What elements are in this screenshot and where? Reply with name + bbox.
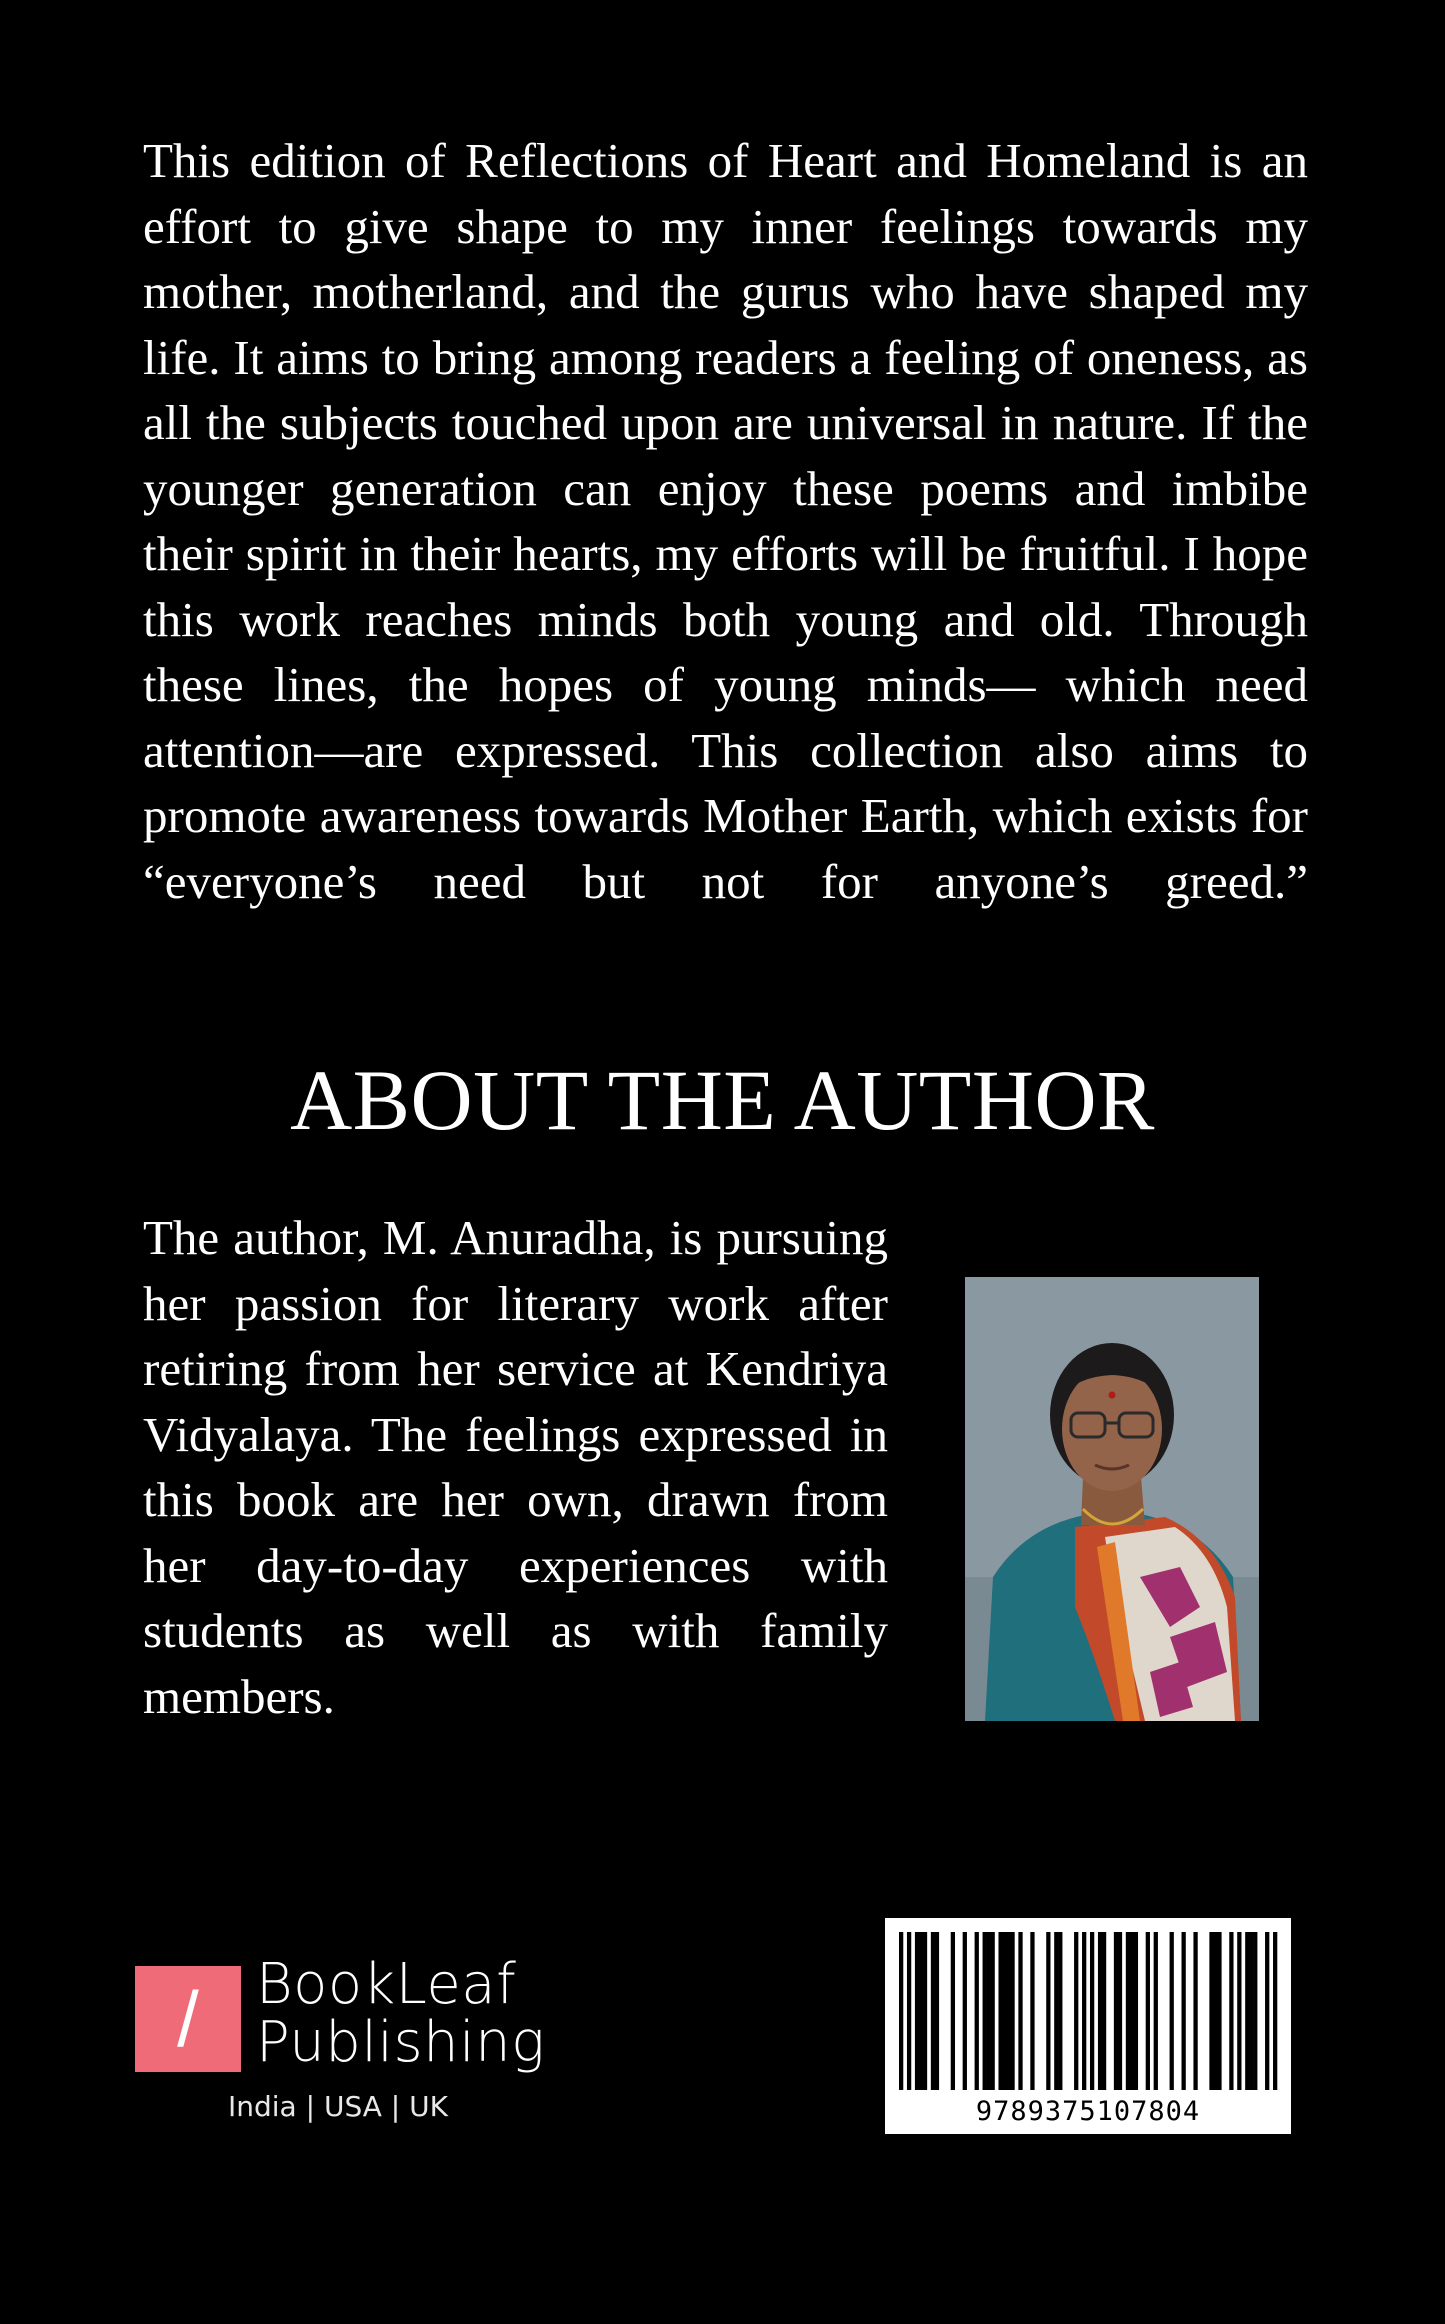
barcode-bar: [1273, 1932, 1277, 2090]
barcode-bar: [1170, 1932, 1174, 2090]
publisher-name-line1: BookLeaf: [256, 1952, 517, 2017]
barcode-bar: [907, 1932, 911, 2090]
barcode-bar: [998, 1932, 1002, 2090]
publisher-name-line2: Publishing: [256, 2010, 546, 2075]
barcode-bar: [1102, 1932, 1106, 2090]
author-photo: [965, 1277, 1259, 1721]
barcode-bar: [1006, 1932, 1010, 2090]
barcode-bar: [1182, 1932, 1186, 2090]
barcode-bar: [1130, 1932, 1134, 2090]
barcode-bar: [1229, 1932, 1233, 2090]
barcode-bar: [1146, 1932, 1150, 2090]
barcode-bar: [963, 1932, 967, 2090]
about-the-author-heading: ABOUT THE AUTHOR: [290, 1052, 1155, 1148]
barcode-bar: [1046, 1932, 1050, 2090]
barcode-bar: [1126, 1932, 1130, 2090]
barcode-bar: [931, 1932, 935, 2090]
barcode-bar: [1209, 1932, 1213, 2090]
barcode-bar: [915, 1932, 919, 2090]
barcode-bar: [1213, 1932, 1217, 2090]
barcode-bar: [923, 1932, 927, 2090]
barcode-bar: [1090, 1932, 1094, 2090]
barcode-bar: [1134, 1932, 1138, 2090]
barcode-bar: [1217, 1932, 1221, 2090]
barcode-bar: [951, 1932, 955, 2090]
barcode-bar: [983, 1932, 987, 2090]
barcode-bar: [1193, 1932, 1197, 2090]
isbn-number: 9789375107804: [975, 2096, 1201, 2127]
barcode-bar: [919, 1932, 923, 2090]
barcode-bar: [935, 1932, 939, 2090]
barcode-bar: [975, 1932, 979, 2090]
barcode-bar: [1249, 1932, 1253, 2090]
publisher-regions: India | USA | UK: [228, 2090, 448, 2123]
barcode-bar: [1054, 1932, 1058, 2090]
publisher-logo: [135, 1952, 555, 2132]
barcode-bar: [991, 1932, 995, 2090]
barcode-bar: [1058, 1932, 1062, 2090]
barcode-bars: [885, 1918, 1291, 2096]
barcode-bar: [1074, 1932, 1078, 2090]
barcode-bar: [1018, 1932, 1022, 2090]
barcode-bar: [1010, 1932, 1014, 2090]
barcode-bar: [1118, 1932, 1122, 2090]
isbn-barcode: [885, 1918, 1291, 2134]
barcode-bar: [1114, 1932, 1118, 2090]
author-bio: The author, M. Anuradha, is pursuing her passion for literary work after retiring from her service at Kendriya Vidyalaya. The feelings expressed in this book are her own, drawn from her day-to-day experiences with students as well as with family members.: [143, 1210, 888, 1724]
barcode-bar: [1098, 1932, 1102, 2090]
barcode-bar: [1082, 1932, 1086, 2090]
barcode-bar: [1253, 1932, 1257, 2090]
publisher-logo-mark: /: [135, 1966, 241, 2072]
barcode-bar: [899, 1932, 903, 2090]
back-cover-blurb: This edition of Reflections of Heart and Homeland is an effort to give shape to my inner feelings towards my mother, motherland, and the gurus who have shaped my life. It aims to bring among readers a feeling of oneness, as all the subjects touched upon are universal in nature. If the younger generation can enjoy these poems and imbibe their spirit in their hearts, my efforts will be fruitful. I hope this work reaches minds both young and old. Through these lines, the hopes of young minds— which need attention—are expressed. This collection also aims to promote awareness towards Mother Earth, which exists for “everyone’s need but not for anyone’s greed.”: [143, 133, 1308, 909]
barcode-bar: [1237, 1932, 1241, 2090]
barcode-bar: [1245, 1932, 1249, 2090]
barcode-bar: [987, 1932, 991, 2090]
barcode-bar: [1002, 1932, 1006, 2090]
barcode-bar: [1265, 1932, 1269, 2090]
barcode-bar: [1154, 1932, 1158, 2090]
barcode-bar: [1030, 1932, 1034, 2090]
